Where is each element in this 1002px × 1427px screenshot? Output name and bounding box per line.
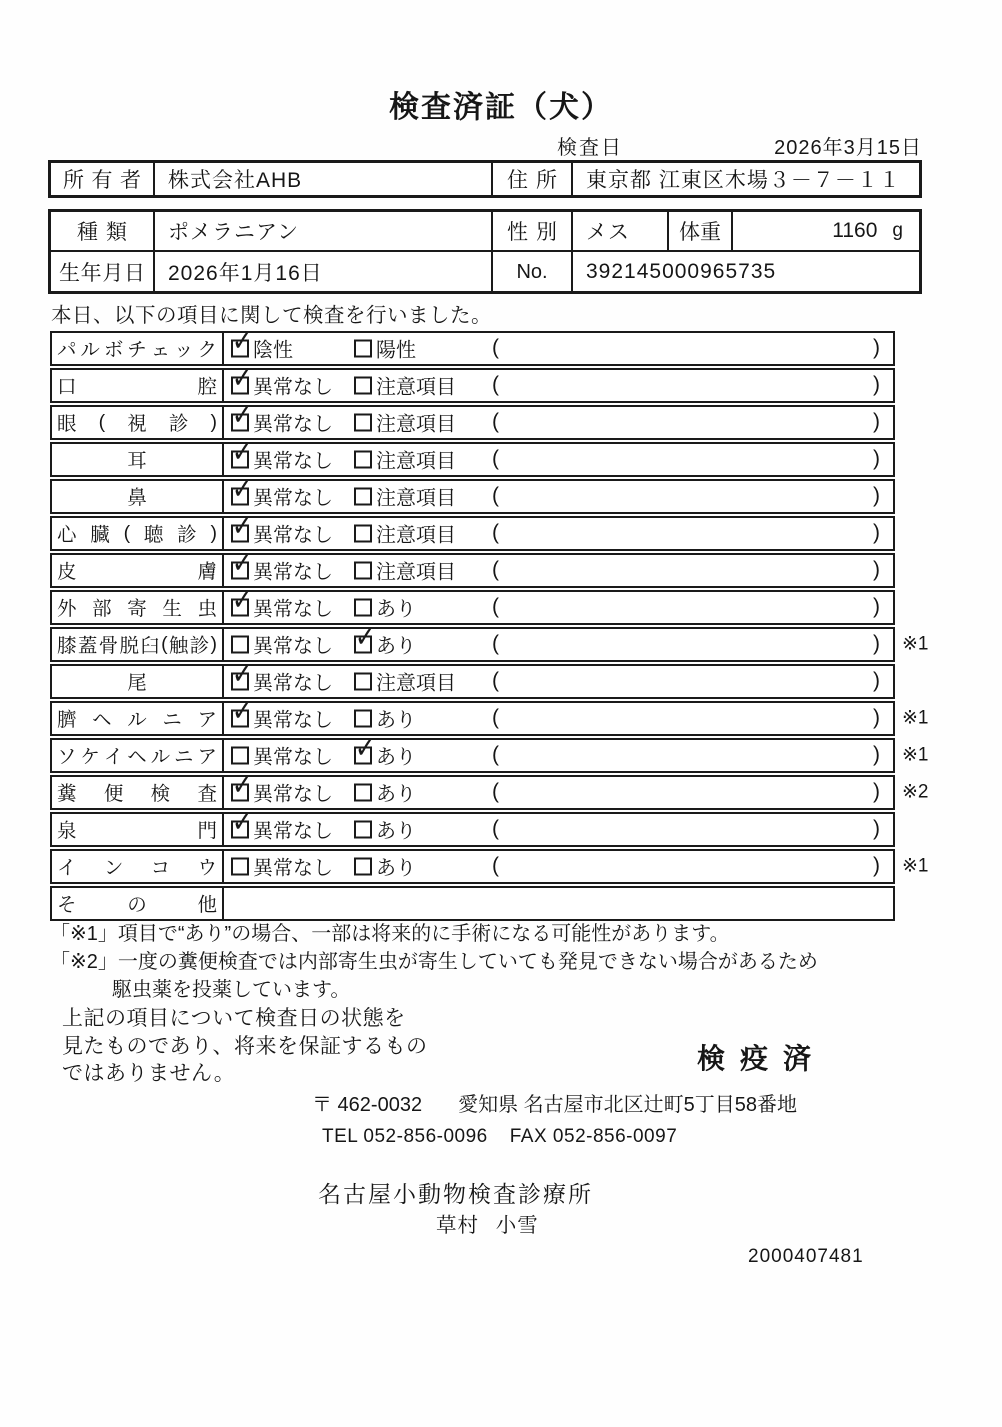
remark-paren-close: ) <box>873 373 880 397</box>
option-1-label: 異常なし <box>253 487 333 510</box>
remark-paren-close: ) <box>873 669 880 693</box>
option-2 <box>354 593 416 622</box>
row-footnote-mark: ※1 <box>902 633 929 655</box>
owner-value: 株式会社AHB <box>155 163 493 195</box>
option-1-label: 異常なし <box>253 598 333 621</box>
option-2 <box>354 371 456 400</box>
option-2 <box>354 445 456 474</box>
checkbox-option-2 <box>354 487 372 505</box>
check-table-row <box>50 627 929 662</box>
option-1 <box>231 852 333 881</box>
pet-table <box>48 209 922 294</box>
row-item-label: 耳 <box>52 444 224 475</box>
check-table-row <box>50 886 895 921</box>
remark-paren-open: ( <box>492 558 499 582</box>
remark-paren-close: ) <box>873 558 880 582</box>
option-1 <box>231 593 333 622</box>
row-item-label: 糞 便 検 査 <box>52 777 224 808</box>
check-table-row <box>50 442 895 477</box>
option-1-label: 異常なし <box>253 672 333 695</box>
row-options <box>224 481 893 512</box>
row-options <box>224 592 893 623</box>
checkbox-option-1 <box>231 635 249 653</box>
option-1 <box>231 408 333 437</box>
checkbox-option-1 <box>231 598 249 616</box>
checkbox-option-1 <box>231 487 249 505</box>
remark-paren-open: ( <box>492 817 499 841</box>
inspection-date-label: 検査日 <box>557 137 623 159</box>
row-options <box>224 888 893 919</box>
option-2-label: あり <box>376 783 416 806</box>
checkbox-option-2 <box>354 635 372 653</box>
checkbox-option-1 <box>231 339 249 357</box>
owner-label: 所 有 者 <box>51 163 155 195</box>
row-item-label: パ ル ボ チ ェ ッ ク <box>52 333 224 364</box>
option-1 <box>231 556 333 585</box>
row-footnote-mark: ※2 <box>902 781 929 803</box>
remark-paren-close: ) <box>873 484 880 508</box>
remark-paren-open: ( <box>492 632 499 656</box>
option-2 <box>354 741 416 770</box>
option-2 <box>354 482 456 511</box>
checkbox-option-2 <box>354 746 372 764</box>
option-2-label: あり <box>376 598 416 621</box>
check-table-row <box>50 590 895 625</box>
option-1 <box>231 778 333 807</box>
row-item-label: 泉 門 <box>52 814 224 845</box>
quarantine-stamp: 検疫済 <box>697 1043 827 1074</box>
option-2 <box>354 630 416 659</box>
checkbox-option-1 <box>231 783 249 801</box>
remark-paren-open: ( <box>492 595 499 619</box>
checkbox-option-2 <box>354 857 372 875</box>
check-table-row <box>50 553 895 588</box>
page-title: 検査済証（犬） <box>389 91 613 124</box>
option-2 <box>354 852 416 881</box>
disclaimer-line-3: ではありません。 <box>62 1062 236 1085</box>
option-2 <box>354 408 456 437</box>
footnote-1: 「※1」項目で“あり”の場合、一部は将来的に手術になる可能性があります。 <box>50 923 730 945</box>
veterinarian-name: 草村 小雪 <box>436 1214 539 1237</box>
option-1 <box>231 371 333 400</box>
sex-value: メス <box>573 212 669 250</box>
option-1 <box>231 704 333 733</box>
option-1 <box>231 445 333 474</box>
check-table-row <box>50 738 929 773</box>
option-1 <box>231 482 333 511</box>
no-value: 392145000965735 <box>586 260 777 283</box>
row-footnote-mark: ※1 <box>902 855 929 877</box>
option-2 <box>354 556 456 585</box>
checkbox-option-1 <box>231 820 249 838</box>
disclaimer <box>62 1005 428 1088</box>
row-options <box>224 555 893 586</box>
option-2-label: 注意項目 <box>376 672 456 695</box>
row-item-label: ソ ケ イ ヘ ル ニ ア <box>52 740 224 771</box>
checkbox-option-1 <box>231 450 249 468</box>
row-item-label: 鼻 <box>52 481 224 512</box>
remark-paren-close: ) <box>873 410 880 434</box>
row-item-label: 尾 <box>52 666 224 697</box>
row-options <box>224 814 893 845</box>
row-options <box>224 518 893 549</box>
check-table-row <box>50 664 895 699</box>
option-1-label: 異常なし <box>253 413 333 436</box>
disclaimer-line-2: 見たものであり、将来を保証するもの <box>62 1034 428 1058</box>
checkbox-option-2 <box>354 783 372 801</box>
remark-paren-close: ) <box>873 632 880 656</box>
option-1 <box>231 334 293 363</box>
remark-paren-open: ( <box>492 854 499 878</box>
remark-paren-open: ( <box>492 373 499 397</box>
option-2-label: 注意項目 <box>376 413 456 436</box>
row-options <box>224 703 893 734</box>
option-2 <box>354 778 416 807</box>
footnotes <box>50 920 818 1004</box>
remark-paren-close: ) <box>873 336 880 360</box>
option-1 <box>231 667 333 696</box>
remark-paren-open: ( <box>492 484 499 508</box>
clinic-address-line <box>312 1088 797 1117</box>
option-2-label: 注意項目 <box>376 376 456 399</box>
option-2-label: あり <box>376 709 416 732</box>
row-options <box>224 629 893 660</box>
clinic-address: 愛知県 名古屋市北区辻町5丁目58番地 <box>458 1094 798 1116</box>
option-2 <box>354 519 456 548</box>
sex-label: 性 別 <box>493 212 573 250</box>
weight-cell <box>733 212 919 250</box>
checkbox-option-1 <box>231 561 249 579</box>
checkbox-option-1 <box>231 672 249 690</box>
remark-paren-open: ( <box>492 743 499 767</box>
checkbox-option-2 <box>354 339 372 357</box>
address-label: 住 所 <box>493 163 573 195</box>
option-2-label: あり <box>376 857 416 880</box>
weight-label: 体 重 <box>669 212 733 250</box>
inspection-date-row <box>48 131 922 157</box>
checkbox-option-2 <box>354 376 372 394</box>
row-options <box>224 407 893 438</box>
row-options <box>224 740 893 771</box>
document-serial-number: 2000407481 <box>748 1246 864 1267</box>
option-2-label: あり <box>376 635 416 658</box>
check-table <box>50 331 929 921</box>
breed-value: ポメラニアン <box>155 212 493 250</box>
checkbox-option-2 <box>354 820 372 838</box>
owner-table <box>48 160 922 198</box>
row-options <box>224 666 893 697</box>
row-item-label: 心 臓 ( 聴 診 ) <box>52 518 224 549</box>
option-1 <box>231 519 333 548</box>
no-label: No. <box>493 252 573 292</box>
breed-label: 種 類 <box>51 212 155 250</box>
row-item-label: 膝 蓋 骨 脱 臼 ( 触 診 ) <box>52 629 224 660</box>
check-table-row <box>50 479 895 514</box>
checkbox-option-1 <box>231 709 249 727</box>
checkbox-option-1 <box>231 746 249 764</box>
birth-value: 2026年1月16日 <box>155 252 493 292</box>
clinic-fax: FAX 052-856-0097 <box>509 1126 678 1147</box>
option-2-label: 注意項目 <box>376 487 456 510</box>
option-1 <box>231 815 333 844</box>
remark-paren-open: ( <box>492 706 499 730</box>
option-2-label: あり <box>376 820 416 843</box>
check-table-row <box>50 849 929 884</box>
remark-paren-open: ( <box>492 447 499 471</box>
checkbox-option-2 <box>354 450 372 468</box>
remark-paren-close: ) <box>873 595 880 619</box>
row-options <box>224 370 893 401</box>
option-1-label: 異常なし <box>253 820 333 843</box>
remark-paren-close: ) <box>873 447 880 471</box>
option-1-label: 異常なし <box>253 746 333 769</box>
row-options <box>224 851 893 882</box>
row-item-label: イ ン コ ウ <box>52 851 224 882</box>
check-table-row <box>50 516 895 551</box>
remark-paren-open: ( <box>492 336 499 360</box>
checkbox-option-2 <box>354 672 372 690</box>
checkbox-option-1 <box>231 376 249 394</box>
row-item-label: そ の 他 <box>52 888 224 919</box>
clinic-contact-line <box>322 1126 677 1148</box>
option-1-label: 異常なし <box>253 783 333 806</box>
row-item-label: 外 部 寄 生 虫 <box>52 592 224 623</box>
row-footnote-mark: ※1 <box>902 707 929 729</box>
row-item-label: 臍 ヘ ル ニ ア <box>52 703 224 734</box>
option-1-label: 異常なし <box>253 709 333 732</box>
disclaimer-line-1: 上記の項目について検査日の状態を <box>62 1007 406 1030</box>
remark-paren-close: ) <box>873 854 880 878</box>
intro-text: 本日、以下の項目に関して検査を行いました。 <box>51 304 492 327</box>
checkbox-option-2 <box>354 561 372 579</box>
option-2 <box>354 334 416 363</box>
check-table-row <box>50 331 895 366</box>
option-2 <box>354 704 416 733</box>
option-2-label: 注意項目 <box>376 450 456 473</box>
checkbox-option-2 <box>354 598 372 616</box>
footnote-2: 「※2」一度の糞便検査では内部寄生虫が寄生していても発見できない場合があるため <box>50 951 818 973</box>
remark-paren-close: ) <box>873 817 880 841</box>
check-table-row <box>50 775 929 810</box>
checkbox-option-1 <box>231 857 249 875</box>
check-table-row <box>50 812 895 847</box>
option-2-label: 注意項目 <box>376 561 456 584</box>
remark-paren-close: ) <box>873 780 880 804</box>
remark-paren-close: ) <box>873 521 880 545</box>
address-value: 東京都 江東区木場３－７－１１ <box>586 169 901 192</box>
checkbox-option-2 <box>354 524 372 542</box>
checkbox-option-2 <box>354 709 372 727</box>
remark-paren-close: ) <box>873 706 880 730</box>
option-2-label: 陽性 <box>376 339 416 362</box>
check-table-row <box>50 368 895 403</box>
row-options <box>224 333 893 364</box>
remark-paren-open: ( <box>492 780 499 804</box>
option-2 <box>354 667 456 696</box>
birth-label: 生 年 月 日 <box>51 252 155 292</box>
row-item-label: 眼 ( 視 診 ) <box>52 407 224 438</box>
remark-paren-open: ( <box>492 521 499 545</box>
clinic-tel: TEL 052-856-0096 <box>322 1126 488 1147</box>
inspection-date-value: 2026年3月15日 <box>774 137 922 159</box>
row-options <box>224 777 893 808</box>
option-1-label: 異常なし <box>253 450 333 473</box>
option-1 <box>231 741 333 770</box>
option-2-label: 注意項目 <box>376 524 456 547</box>
checkbox-option-1 <box>231 524 249 542</box>
check-table-row <box>50 701 929 736</box>
option-1-label: 陰性 <box>253 339 293 362</box>
footnote-2-continued: 駆虫薬を投薬しています。 <box>112 979 351 1001</box>
checkbox-option-1 <box>231 413 249 431</box>
remark-paren-close: ) <box>873 743 880 767</box>
check-table-row <box>50 405 895 440</box>
checkbox-option-2 <box>354 413 372 431</box>
option-1 <box>231 630 333 659</box>
remark-paren-open: ( <box>492 669 499 693</box>
row-footnote-mark: ※1 <box>902 744 929 766</box>
remark-paren-open: ( <box>492 410 499 434</box>
option-2-label: あり <box>376 746 416 769</box>
option-2 <box>354 815 416 844</box>
option-1-label: 異常なし <box>253 561 333 584</box>
weight-unit: g <box>892 220 903 241</box>
option-1-label: 異常なし <box>253 857 333 880</box>
row-item-label: 口 腔 <box>52 370 224 401</box>
option-1-label: 異常なし <box>253 635 333 658</box>
option-1-label: 異常なし <box>253 524 333 547</box>
row-item-label: 皮 膚 <box>52 555 224 586</box>
clinic-name: 名古屋小動物検査診療所 <box>318 1181 593 1207</box>
row-options <box>224 444 893 475</box>
weight-value: 1160 <box>832 219 878 242</box>
postal-code: 〒 462-0032 <box>312 1094 423 1116</box>
option-1-label: 異常なし <box>253 376 333 399</box>
